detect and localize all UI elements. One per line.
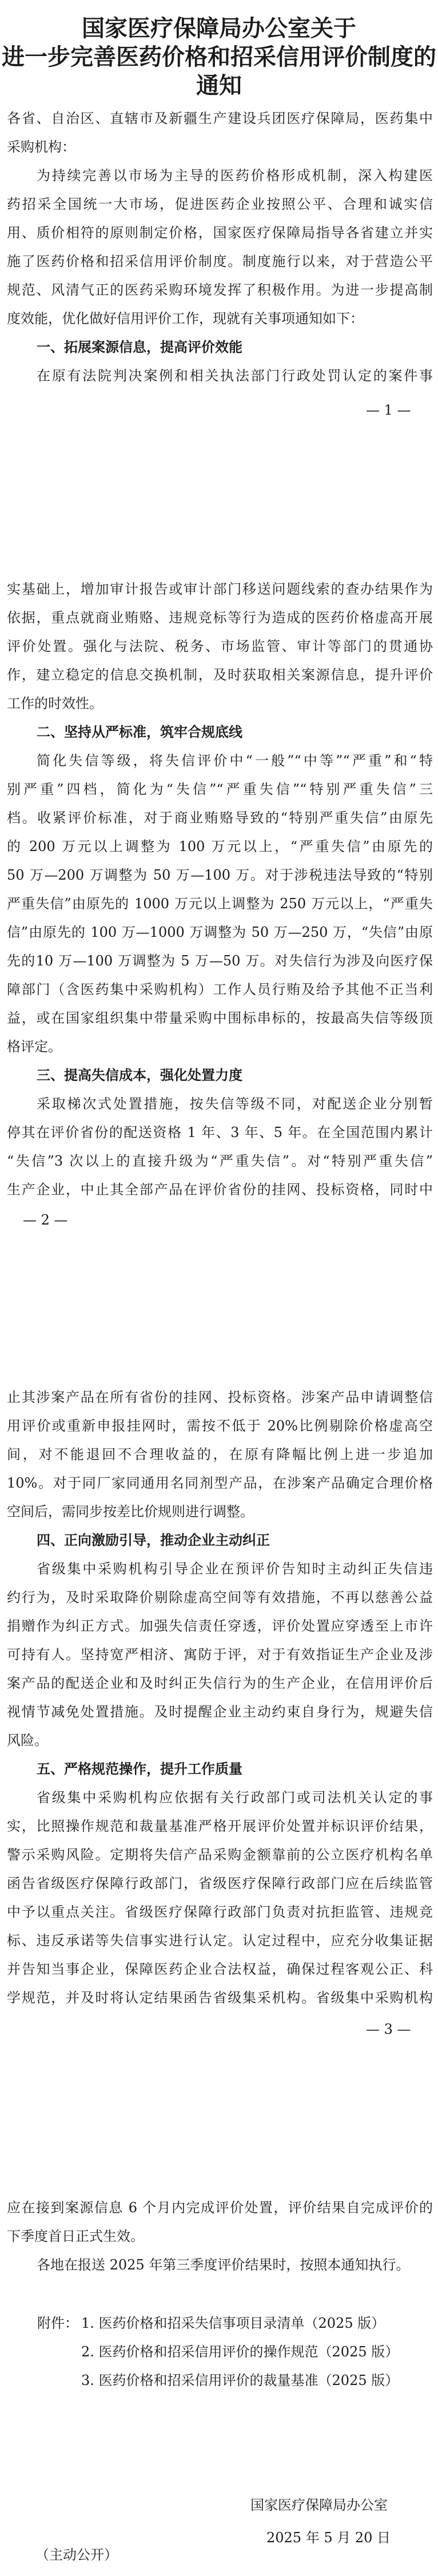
- body-text-line: 实，比照操作规范和裁量基准严格开展评价处置并标识评价结果，: [7, 1818, 433, 1834]
- body-text-line: 严重失信”由原先的 1000 万元以上调整为 250 万元以上，“严重失: [7, 896, 433, 912]
- body-text-line: 下季度首日正式生效。: [7, 2228, 144, 2244]
- page-number: — 3 —: [366, 2021, 411, 2037]
- body-text-line: 先的10 万—100 万调整为 5 万—50 万。对失信行为涉及向医疗保: [7, 953, 433, 969]
- issuer-signature: 国家医疗保障局办公室: [250, 2497, 388, 2513]
- attachment-item: [37, 2338, 399, 2366]
- body-text-line: 中予以重点关注。省级医疗保障行政部门负责对抗拒监管、违规竞: [7, 1904, 433, 1920]
- body-text-line: 省级集中采购机构引导企业在预评价告知时主动纠正失信违: [37, 1561, 433, 1577]
- issue-date: 2025 年 5 月 20 日: [266, 2530, 391, 2546]
- body-text-line: 生产企业，中止其全部产品在评价省份的挂网、投标资格，同时中: [7, 1182, 433, 1198]
- page-1-body: [7, 104, 433, 390]
- attachment-title: 3. 医药价格和招采信用评价的裁量基准（2025 版）: [81, 2372, 399, 2388]
- section-heading: 四、正向激励引导，推动企业主动纠正: [37, 1532, 270, 1548]
- body-text-line: 简化失信等级，将失信评价中“一般”“中等”“严重”和“特: [37, 753, 433, 769]
- body-text-line: 案产品的配送企业和及时纠正失信行为的生产企业，在信用评价后: [7, 1675, 433, 1691]
- body-text-line: 止其涉案产品在所有省份的挂网、投标资格。涉案产品申请调整信: [7, 1389, 433, 1405]
- body-text-line: 50 万—200 万调整为 50 万—100 万。对于涉税违法导致的“特别: [7, 867, 433, 883]
- page-2-body: [7, 575, 433, 1204]
- disclosure-note: （主动公开）: [35, 2547, 118, 2563]
- title-line: 进一步完善医药价格和招采信用评价制度的通知: [2, 43, 436, 99]
- body-text-line: 药招采全国统一大市场，促进医药企业按照公平、合理和诚实信: [7, 196, 433, 212]
- page-number: — 1 —: [366, 402, 411, 418]
- body-text-line: 施了医药价格和招采信用评价制度。制度施行以来，对于营造公平: [7, 253, 433, 269]
- body-text-line: 捐赠作为纠正方式。加强失信责任穿透，评价处置应穿透至上市许: [7, 1618, 433, 1634]
- body-text-line: 间，对不能退回不合理收益的，在原有降幅比例上进一步追加: [7, 1446, 433, 1462]
- body-text-line: 约行为，及时采取降价剔除虚高空间等有效措施，不再以慈善公益: [7, 1589, 433, 1605]
- body-text-line: 格评定。: [7, 1039, 62, 1055]
- attachment-item: [37, 2309, 399, 2338]
- body-text-line: 益，或在国家组织集中带量采购中围标串标的，按最高失信等级顶: [7, 1010, 433, 1026]
- page-3-body: [7, 1383, 433, 2012]
- body-text-line: 各地在报送 2025 年第三季度评价结果时，按照本通知执行。: [37, 2257, 410, 2273]
- attachments-label: 附件：: [37, 2315, 78, 2331]
- attachments-list: [37, 2309, 399, 2395]
- body-text-line: 工作的时效性。: [7, 695, 103, 711]
- body-text-line: 别严重”四档，简化为“失信”“严重失信”“特别严重失信”三: [7, 781, 433, 797]
- body-text-line: 可持有人。坚持宽严相济、寓防于评，对于有效指证生产企业及涉: [7, 1647, 433, 1663]
- section-heading: 三、提高失信成本，强化处置力度: [37, 1067, 242, 1083]
- section-heading: 一、拓展案源信息，提高评价效能: [37, 339, 242, 355]
- page-4-body: [7, 2193, 433, 2279]
- body-text-line: 10%。对于同厂家同通用名同剂型产品，在涉案产品确定合理价格: [7, 1475, 433, 1491]
- body-text-line: 用评价或重新申报挂网时，需按不低于 20%比例剔除价格虚高空: [7, 1418, 433, 1434]
- body-text-line: 实基础上，增加审计报告或审计部门移送问题线索的查办结果作为: [7, 581, 433, 597]
- body-text-line: 空间后，需同步按差比价规则进行调整。: [7, 1504, 254, 1520]
- body-text-line: 的 200 万元以上调整为 100 万元以上，“严重失信”由原先的: [7, 838, 433, 854]
- page-number: — 2 —: [23, 1212, 68, 1228]
- body-text-line: 用、质价相符的原则制定价格，国家医疗保障局指导各省建立并实: [7, 225, 433, 241]
- body-text-line: 警示采购风险。定期将失信产品采购金额靠前的公立医疗机构名单: [7, 1847, 433, 1863]
- body-text-line: 应在接到案源信息 6 个月内完成评价处置，评价结果自完成评价的: [7, 2200, 433, 2216]
- body-text-line: 并告知当事企业，保障医药企业合法权益，确保过程客观公正、科: [7, 1961, 433, 1977]
- body-text-line: 作，建立稳定的信息交换机制，及时获取相关案源信息，提升评价: [7, 667, 433, 683]
- body-text-line: 信”由原先的 100 万—1000 万调整为 50 万—250 万，“失信”由原: [7, 924, 433, 940]
- document-title: [0, 14, 438, 99]
- section-heading: 二、坚持从严标准，筑牢合规底线: [37, 724, 242, 740]
- body-text-line: 档。收紧评价标准，对于商业贿赂导致的“特别严重失信”由原先: [7, 810, 433, 826]
- attachment-title: 1. 医药价格和招采失信事项目录清单（2025 版）: [81, 2315, 385, 2331]
- body-text-line: 风险。: [7, 1732, 48, 1748]
- body-text-line: 省级集中采购机构应依据有关行政部门或司法机关认定的事: [37, 1790, 433, 1806]
- body-text-line: 学规范，并及时将认定结果函告省级集采机构。省级集中采购机构: [7, 1990, 433, 2006]
- body-text-line: 规范、风清气正的医药采购环境发挥了积极作用。为进一步提高制: [7, 282, 433, 298]
- body-text-line: 停其在评价省份的配送资格 1 年、3 年、5 年。在全国范围内累计: [7, 1124, 433, 1140]
- body-text-line: 采取梯次式处置措施，按失信等级不同，对配送企业分别暂: [37, 1096, 433, 1112]
- body-text-line: 各省、自治区、直辖市及新疆生产建设兵团医疗保障局，医药集中: [7, 110, 433, 126]
- body-text-line: 评价处置。强化与法院、税务、市场监管、审计等部门的贯通协: [7, 638, 433, 654]
- body-text-line: 依据，重点就商业贿赂、违规竞标等行为造成的医药价格虚高开展: [7, 610, 433, 626]
- attachment-title: 2. 医药价格和招采信用评价的操作规范（2025 版）: [81, 2344, 399, 2360]
- body-text-line: 函告省级医疗保障行政部门，省级医疗保障行政部门应在后续监管: [7, 1875, 433, 1891]
- body-text-line: 标、违反承诺等失信事实进行认定。认定过程中，应充分收集证据: [7, 1933, 433, 1949]
- body-text-line: 在原有法院判决案例和相关执法部门行政处罚认定的案件事: [37, 368, 433, 384]
- attachment-item: [37, 2366, 399, 2395]
- title-line: 国家医疗保障局办公室关于: [82, 15, 356, 42]
- body-text-line: 度效能，优化做好信用评价工作，现就有关事项通知如下：: [7, 311, 364, 327]
- body-text-line: 为持续完善以市场为主导的医药价格形成机制，深入构建医: [37, 168, 433, 184]
- body-text-line: 障部门（含医药集中采购机构）工作人员行贿及给予其他不正当利: [7, 981, 433, 997]
- section-heading: 五、严格规范操作，提升工作质量: [37, 1761, 242, 1777]
- body-text-line: 采购机构：: [7, 139, 75, 155]
- body-text-line: “失信”3 次以上的直接升级为“严重失信”。对“特别严重失信”: [7, 1153, 433, 1169]
- body-text-line: 视情节减免处置措施。及时提醒企业主动约束自身行为，规避失信: [7, 1704, 433, 1720]
